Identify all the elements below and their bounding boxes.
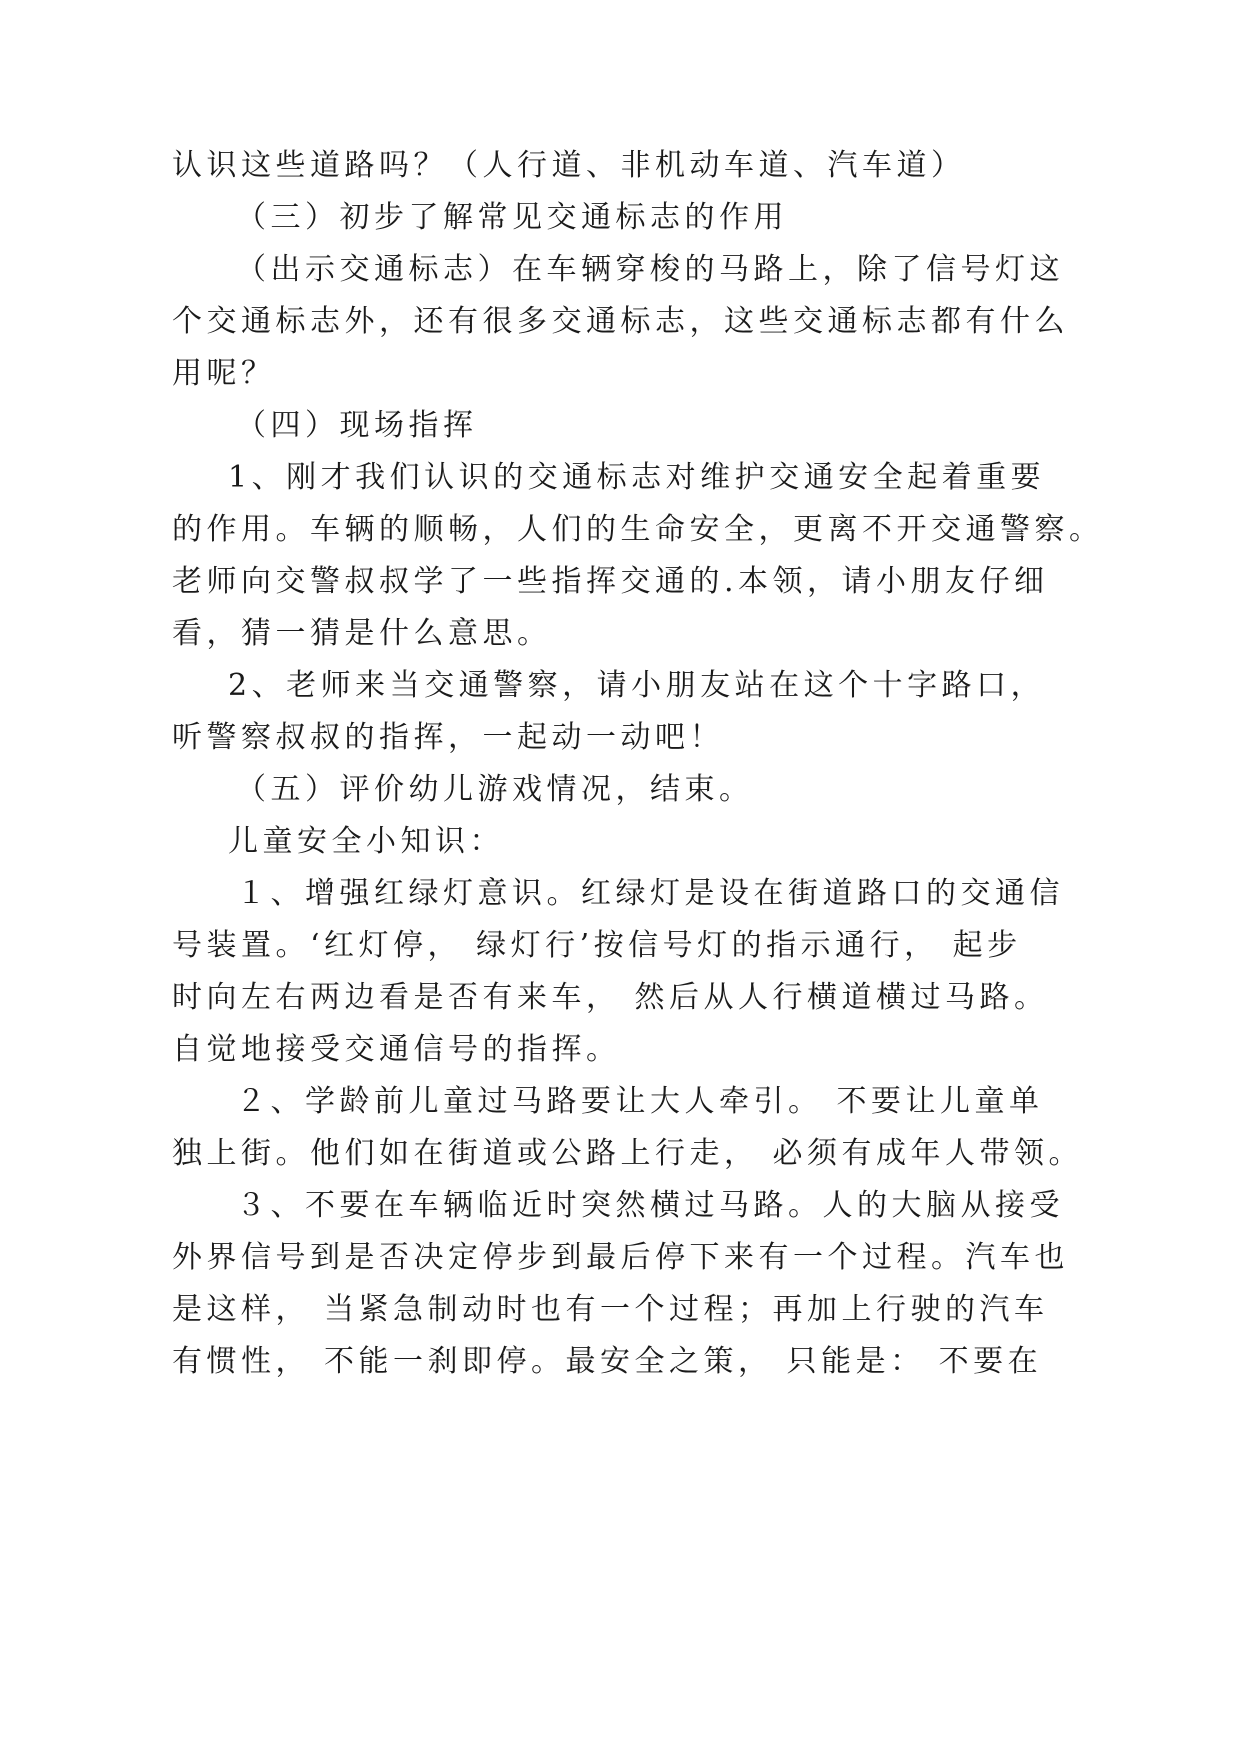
text-line: 有惯性， 不能一刹即停。最安全之策， 只能是： 不要在 (172, 1344, 1043, 1379)
text-line: 认识这些道路吗？（人行道、非机动车道、汽车道） (172, 148, 966, 183)
section-heading: （五）评价幼儿游戏情况，结束。 (236, 772, 754, 807)
text-line: 看，猜一猜是什么意思。 (172, 616, 552, 651)
text-line: 老师向交警叔叔学了一些指挥交通的.本领，请小朋友仔细 (172, 564, 1049, 599)
text-line: 用呢？ (172, 356, 276, 391)
text-line: 是这样， 当紧急制动时也有一个过程；再加上行驶的汽车 (172, 1292, 1049, 1327)
text-line: 个交通标志外，还有很多交通标志，这些交通标志都有什么 (172, 304, 1069, 339)
text-line: 独上街。他们如在街道或公路上行走， 必须有成年人带领。 (172, 1136, 1084, 1171)
section-heading: （三）初步了解常见交通标志的作用 (236, 200, 788, 235)
text-line: （出示交通标志）在车辆穿梭的马路上，除了信号灯这 (236, 252, 1064, 287)
text-line: 外界信号到是否决定停步到最后停下来有一个过程。汽车也 (172, 1240, 1069, 1275)
text-line: 听警察叔叔的指挥，一起动一动吧！ (172, 720, 724, 755)
text-line: 的作用。车辆的顺畅，人们的生命安全，更离不开交通警察。 (172, 512, 1104, 547)
section-heading: 儿童安全小知识： (228, 824, 504, 859)
text-line: 自觉地接受交通信号的指挥。 (172, 1032, 621, 1067)
text-line: 2、老师来当交通警察，请小朋友站在这个十字路口， (228, 668, 1046, 703)
text-line: 号装置。‘红灯停， 绿灯行’按信号灯的指示通行， 起步 (172, 928, 1022, 963)
text-line: 时向左右两边看是否有来车， 然后从人行横道横过马路。 (172, 980, 1049, 1015)
text-line: ２、学龄前儿童过马路要让大人牵引。 不要让儿童单 (236, 1084, 1044, 1119)
section-heading: （四）现场指挥 (236, 408, 478, 443)
text-line: ３、不要在车辆临近时突然横过马路。人的大脑从接受 (236, 1188, 1064, 1223)
text-line: 1、刚才我们认识的交通标志对维护交通安全起着重要 (228, 460, 1046, 495)
text-line: １、增强红绿灯意识。红绿灯是设在街道路口的交通信 (236, 876, 1064, 911)
